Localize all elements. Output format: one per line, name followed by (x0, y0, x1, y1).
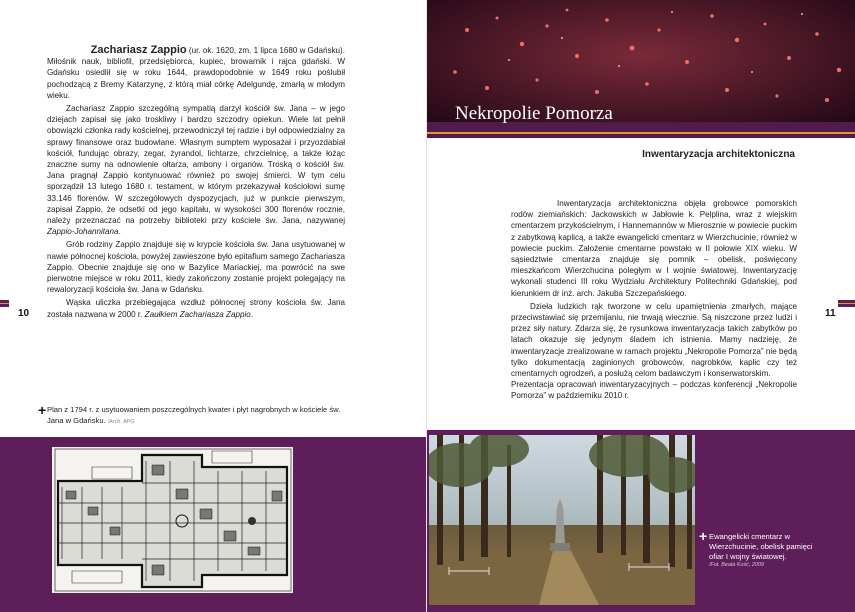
photo-caption: Ewangelicki cmentarz w Wierzchucinie, obelisk pamięci ofiar I wojny światowej. /Fot. Beata Kość, 2009 (709, 532, 829, 571)
bio-street-name: Zaułkiem Zachariasza Zappio (144, 309, 251, 319)
bio-paragraph-4: Wąska uliczka przebiegająca wzdłuż północnej strony kościoła św. Jana została nazwana w 2000 r. Zaułkiem Zachariasza Zappio. (47, 298, 345, 319)
photo-caption-credit: /Fot. Beata Kość, 2009 (709, 562, 764, 569)
bio-heading (47, 45, 345, 56)
inventory-paragraph-1: Inwentaryzacja architektoniczna objęła grobowce pomorskich rodów ziemiańskich: Jackowskich w Jabłowie k. Pelplina, wraz z wiejskim cmentarzem przykościelnym, i Hannemannów w Mierosznie w powiecie puckim z zabytkową kaplicą, a także ewangelicki cmentarz w Wierzchucinie, również w powiecie puckim. Założenie cmentarne powstało w II połowie XIX wieku. W sąsiedztwie cmentarza znajduje się pomnik – obelisk, poświęcony mieszkańcom Wierzchucina poległym w I wojnie światowej. Inwentaryzację wykonali studenci III roku Wydziału Architektury Politechniki Gdańskiej, pod kierunkiem dr inż. arch. Jakuba Szczepańskiego. (511, 199, 797, 298)
cemetery-photo (429, 435, 695, 605)
folio-bar-right (838, 300, 855, 307)
page-number-right: 11 (825, 308, 836, 319)
section-title: Inwentaryzacja architektoniczna (642, 149, 795, 160)
bio-paragraph-3: Grób rodziny Zappio znajduje się w krypcie kościoła św. Jana usytuowanej w nawie północnej kościoła, powyżej zawieszone było epitafium samego Zachariasza Zappio. Obecnie znajduje się ono w Bazylice Mariackiej, ma powrócić na swe pierwotne miejsce w roku 2011, kiedy zakończony zostanie projekt polegający na rewaloryzacji kościoła św. Jana w Gdańsku. (47, 240, 345, 295)
biography-text (47, 45, 345, 320)
church-plan-image (52, 447, 293, 593)
bio-dates: (ur. ok. 1620, zm. 1 lipca 1680 w Gdańsku). (188, 46, 345, 55)
folio-bar-left (0, 300, 9, 307)
bio-paragraph-2: Zachariasz Zappio szczególną sympatią darzył kościół św. Jana – w jego dziejach zapisał się jako troskliwy i bardzo szczodry opiekun. Wiele lat pełnił obowiązki członka rady kościelnej, przewodniczył tej radzie i był odpowiedzialny za sprawy finansowe oraz budowlane. Własnym sumptem wyposażał i przyozdabiał kościół, fundując obrazy, zegar, żyrandol, lichtarze, chrzcielnicę, a także łożąc znaczne sumy na odnowienie ołtarza, ambony i organów. Troską o kościół św. Jana pragnął Zappio kontynuować również po swojej śmierci. W tym celu sporządził 13 lutego 1680 r. testament, w którym przekazywał kościołowi sumę 33.146 florenów. W szczegółowych dyspozycjach, już w punkcie pierwszym, zapisał Zappio, że odsetki od jego kapitału, w wysokości 300 florenów rocznie, należy przeznaczać na potrzeby biblioteki przy kościele św. Jana, nazywanej Zappio-Johannitana. (47, 104, 345, 237)
inventory-paragraph-2: Dzieła ludzkich rąk tworzone w celu upamiętnienia zmarłych, mające przeciwstawiać się przemijaniu, nie trwają wiecznie. Są niszczone przez ludzi i przez siły natury. Zdarza się, że rysunkowa inwentaryzacja takich zabytków po latach okazuje się jedynym śladem ich istnienia. Mamy nadzieję, że inwentaryzacje zrealizowane w ramach projektu „Nekropolie Pomorza” nie będą tylko dokumentacją zaginionych grobowców, nagrobków, kaplic czy też cmentarnych ogrodzeń, a posłużą celom badawczym i konserwatorskim. (511, 301, 797, 379)
caption-plus-icon-right: + (699, 528, 708, 544)
inventory-text (511, 198, 797, 402)
plan-caption: Plan z 1794 r. z usytuowaniem poszczególnych kwater i płyt nagrobnych w kościele św. Jana w Gdańsku. /Arch. APG (47, 405, 341, 425)
header-photo (427, 0, 855, 138)
bio-name: Zachariasz Zappio (90, 44, 187, 56)
plan-caption-credit: /Arch. APG (107, 418, 135, 425)
bio-paragraph-1: Miłośnik nauk, bibliofil, przedsiębiorca, kupiec, browarnik i rajca gdański. W Gdańsku osiedlił się w roku 1644, prawdopodobnie w 1649 roku poślubił pochodzącą z Bremy Katarzynę, z którą miał córkę Adelgundę, zmarłą w młodym wieku. (47, 57, 345, 100)
left-page (0, 0, 427, 612)
right-page (427, 0, 855, 612)
caption-plus-icon: + (38, 402, 47, 418)
header-title: Nekropolie Pomorza (455, 103, 613, 124)
inventory-paragraph-3: Prezentacja opracowań inwentaryzacyjnych – podczas konferencji „Nekropolie Pomorza” w październiku 2010 r. (511, 380, 797, 401)
bio-library-name: Zappio-Johannitana (47, 227, 119, 237)
header-gold-line (427, 132, 855, 134)
page-number-left: 10 (18, 308, 30, 319)
